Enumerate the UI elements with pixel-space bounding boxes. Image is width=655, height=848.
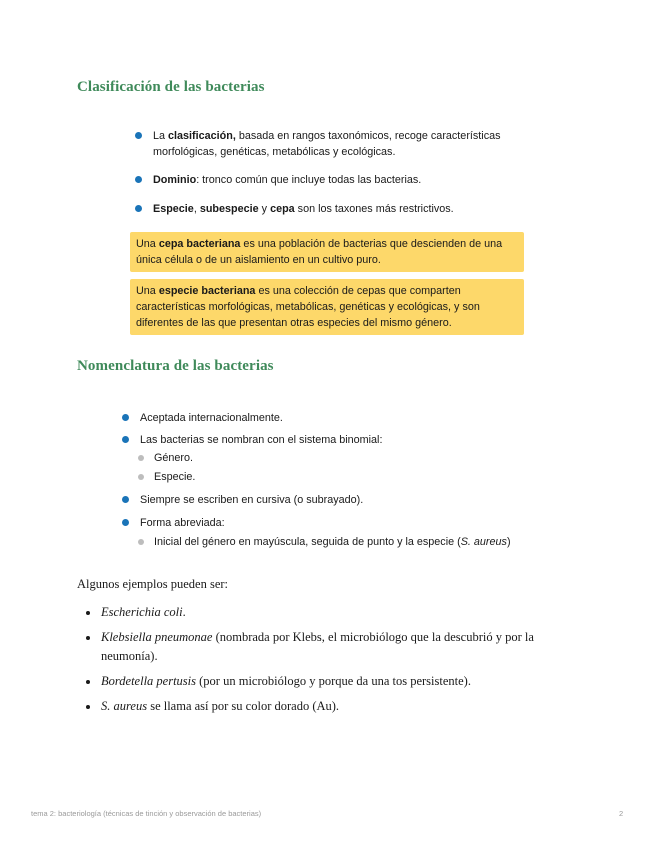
nomenclatura-list <box>122 410 582 550</box>
sub-bullet-icon <box>138 474 144 480</box>
list-item: Escherichia coli. <box>86 603 566 622</box>
bullet-icon <box>135 205 142 212</box>
list-item: S. aureus se llama así por su color dorado (Au). <box>86 697 566 716</box>
bullet-icon <box>135 132 142 139</box>
section-title-nomenclatura: Nomenclatura de las bacterias <box>77 358 274 374</box>
list-item: Especie, subespecie y cepa son los taxones más restrictivos. <box>135 201 535 217</box>
sub-list-item: Especie. <box>138 469 582 485</box>
list-item: Klebsiella pneumonae (nombrada por Klebs, el microbiólogo que la descubrió y por la neumonía). <box>86 628 566 666</box>
bullet-icon <box>122 519 129 526</box>
clasificacion-list <box>135 128 535 217</box>
list-item: Dominio: tronco común que incluye todas las bacterias. <box>135 172 535 188</box>
sub-list-item: Género. <box>138 450 582 466</box>
bullet-icon <box>135 176 142 183</box>
bullet-icon <box>86 611 90 615</box>
bullet-icon <box>122 436 129 443</box>
sub-list-item: Inicial del género en mayúscula, seguida de punto y la especie (S. aureus) <box>138 534 582 550</box>
list-item: Bordetella pertusis (por un microbiólogo y porque da una tos persistente). <box>86 672 566 691</box>
list-item: Siempre se escriben en cursiva (o subrayado). <box>122 492 582 508</box>
highlight-box-cepa: Una cepa bacteriana es una población de bacterias que descienden de una única célula o de un aislamiento en un cultivo puro. <box>130 232 524 272</box>
footer-text: tema 2: bacteriología (técnicas de tinción y observación de bacterias) <box>31 809 262 818</box>
sub-bullet-icon <box>138 539 144 545</box>
bullet-icon <box>86 680 90 684</box>
list-item: Aceptada internacionalmente. <box>122 410 582 426</box>
examples-list <box>86 603 566 722</box>
examples-intro: Algunos ejemplos pueden ser: <box>77 577 229 591</box>
bullet-icon <box>86 705 90 709</box>
bullet-icon <box>122 414 129 421</box>
list-item: Las bacterias se nombran con el sistema binomial: <box>122 432 582 448</box>
page-number: 2 <box>619 809 624 818</box>
sub-bullet-icon <box>138 455 144 461</box>
section-title-clasificacion: Clasificación de las bacterias <box>77 79 265 95</box>
list-item: La clasificación, basada en rangos taxonómicos, recoge características morfológicas, genéticas, metabólicas y ecológicas. <box>135 128 535 160</box>
bullet-icon <box>122 496 129 503</box>
highlight-box-especie: Una especie bacteriana es una colección de cepas que comparten características morfológicas, metabólicas, genéticas y ecológicas, y son diferentes de las que presentan otras especies del mismo género. <box>130 279 524 335</box>
list-item: Forma abreviada: <box>122 515 582 531</box>
bullet-icon <box>86 636 90 640</box>
